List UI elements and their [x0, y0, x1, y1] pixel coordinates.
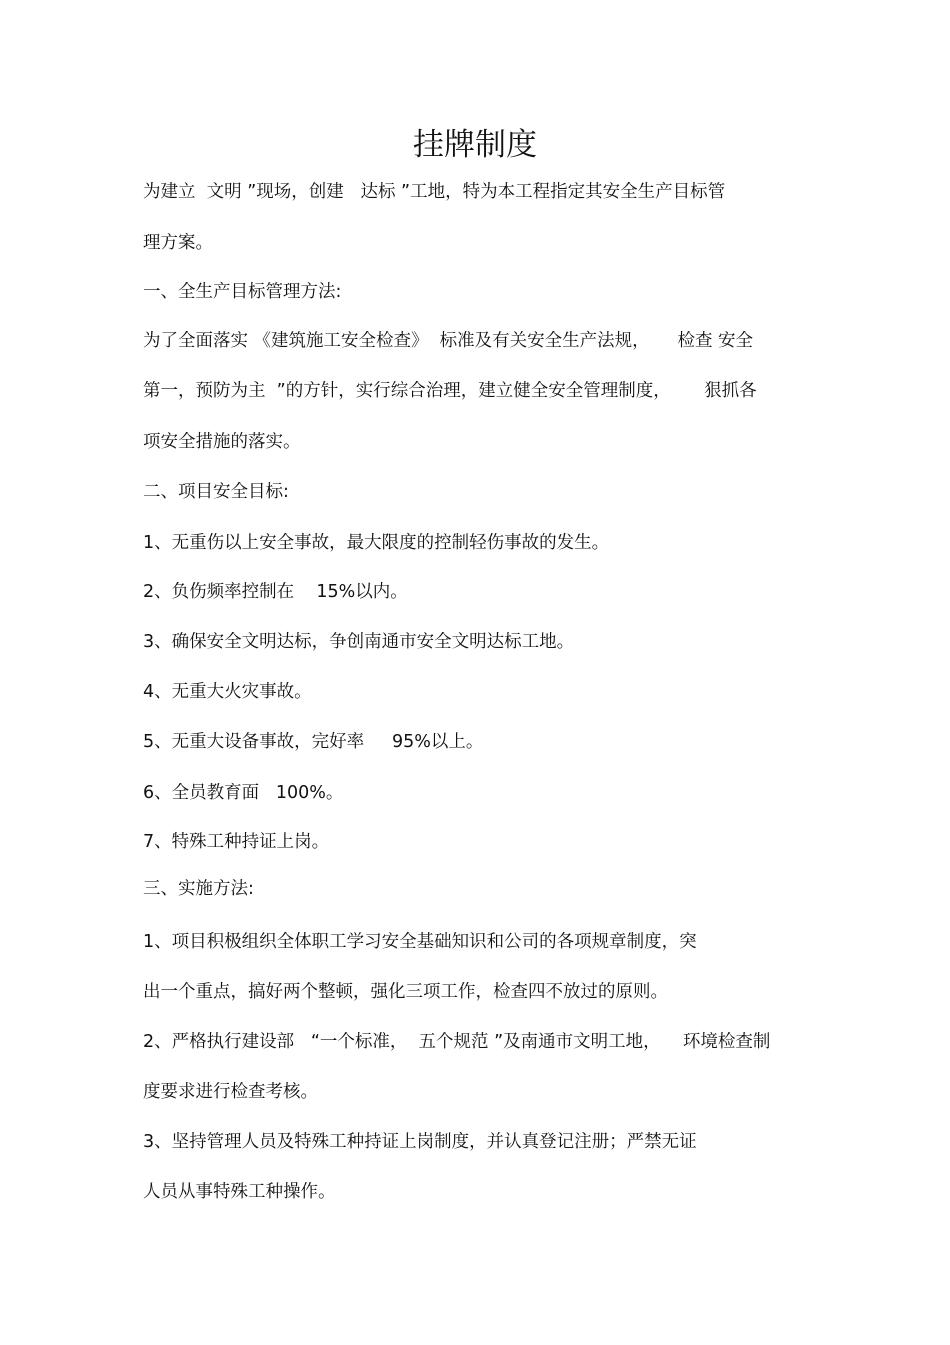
paragraph-line-1: 为建立 文明 ”现场，创建 达标 ”工地，特为本工程指定其安全生产目标管 [143, 182, 726, 202]
method-item-2-line-2: 度要求进行检查考核。 [143, 1082, 318, 1102]
list-item-5: 5、无重大设备事故，完好率 95%以上。 [143, 732, 484, 752]
list-item-7: 7、特殊工种持证上岗。 [143, 832, 330, 852]
paragraph-line-2: 理方案。 [143, 233, 213, 253]
list-item-2: 2、负伤频率控制在 15%以内。 [143, 582, 408, 602]
list-item-4: 4、无重大火灾事故。 [143, 682, 312, 702]
paragraph-line-3: 为了全面落实 《建筑施工安全检查》 标准及有关安全生产法规， 检查 安全 [143, 331, 754, 351]
paragraph-line-5: 项安全措施的落实。 [143, 432, 301, 452]
document-title: 挂牌制度 [413, 127, 537, 163]
method-item-2-line-1: 2、严格执行建设部 “一个标准， 五个规范 ”及南通市文明工地， 环境检查制 [143, 1032, 771, 1052]
list-item-6: 6、全员教育面 100%。 [143, 783, 344, 803]
list-item-1: 1、无重伤以上安全事故，最大限度的控制轻伤事故的发生。 [143, 533, 610, 553]
method-item-3-line-1: 3、坚持管理人员及特殊工种持证上岗制度，并认真登记注册；严禁无证 [143, 1132, 697, 1152]
section-heading-3: 三、实施方法: [143, 879, 254, 899]
method-item-1-line-1: 1、项目积极组织全体职工学习安全基础知识和公司的各项规章制度，突 [143, 932, 697, 952]
section-heading-1: 一、全生产目标管理方法: [143, 282, 342, 302]
method-item-1-line-2: 出一个重点，搞好两个整顿，强化三项工作，检查四不放过的原则。 [143, 982, 668, 1002]
method-item-3-line-2: 人员从事特殊工种操作。 [143, 1182, 336, 1202]
paragraph-line-4: 第一，预防为主 ”的方针，实行综合治理，建立健全安全管理制度， 狠抓各 [143, 381, 757, 401]
section-heading-2: 二、项目安全目标: [143, 482, 289, 502]
list-item-3: 3、确保安全文明达标，争创南通市安全文明达标工地。 [143, 632, 575, 652]
